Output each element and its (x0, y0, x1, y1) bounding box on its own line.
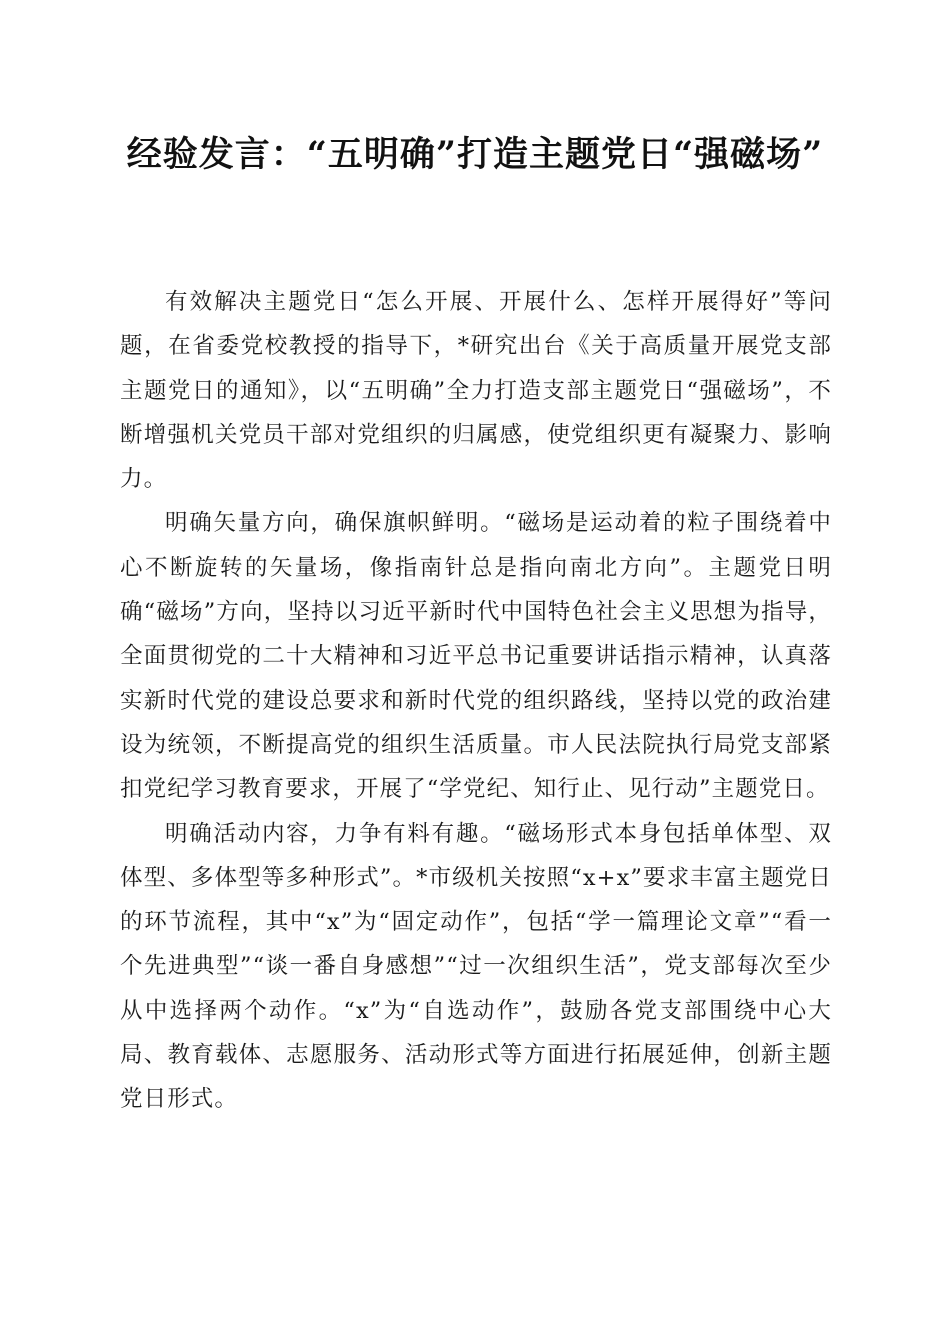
document-title: 经验发言：“五明确”打造主题党日“强磁场” (126, 134, 824, 175)
paragraph-vector-direction: 明确矢量方向，确保旗帜鲜明。“磁场是运动着的粒子围绕着中心不断旋转的矢量场，像指南针总是指向南北方向”。主题党日明确“磁场”方向，坚持以习近平新时代中国特色社会主义思想为指导，全面贯彻党的二十大精神和习近平总书记重要讲话指示精神，认真落实新时代党的建设总要求和新时代党的组织路线，坚持以党的政治建设为统领，不断提高党的组织生活质量。市人民法院执行局党支部紧扣党纪学习教育要求，开展了“学党纪、知行止、见行动”主题党日。 (120, 510, 832, 803)
paragraph-activity-content: 明确活动内容，力争有料有趣。“磁场形式本身包括单体型、双体型、多体型等多种形式”。*市级机关按照“x+x”要求丰富主题党日的环节流程，其中“x”为“固定动作”，包括“学一篇理论文章”“看一个先进典型”“谈一番自身感想”“过一次组织生活”，党支部每次至少从中选择两个动作。“x”为“自选动作”，鼓励各党支部围绕中心大局、教育载体、志愿服务、活动形式等方面进行拓展延伸，创新主题党日形式。 (120, 820, 832, 1113)
paragraph-intro: 有效解决主题党日“怎么开展、开展什么、怎样开展得好”等问题，在省委党校教授的指导下，*研究出台《关于高质量开展党支部主题党日的通知》，以“五明确”全力打造支部主题党日“强磁场”，不断增强机关党员干部对党组织的归属感，使党组织更有凝聚力、影响力。 (120, 289, 832, 493)
document-body (120, 280, 832, 1122)
